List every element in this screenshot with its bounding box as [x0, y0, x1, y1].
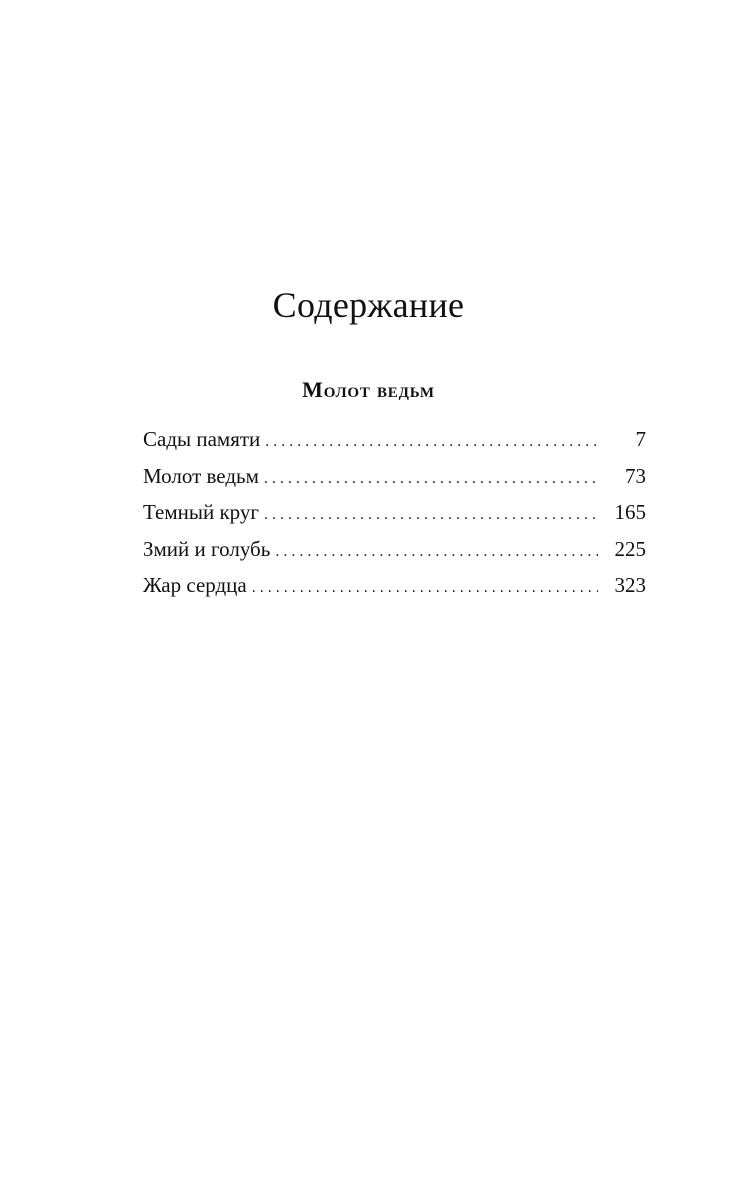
toc-entry: [143, 424, 646, 461]
toc-entry-title: Змий и голубь: [143, 536, 271, 561]
dot-leader: [252, 573, 598, 603]
dot-leader: [275, 537, 598, 567]
toc-entry-page-number: 323: [614, 573, 646, 597]
toc-entry: [143, 497, 646, 534]
toc-entry: [143, 461, 646, 498]
toc-entry-title: Темный круг: [143, 500, 260, 524]
toc-entry: [143, 534, 646, 571]
section-heading: Молот ведьм: [302, 377, 435, 402]
table-of-contents: [143, 424, 646, 607]
toc-entry-page-number: 225: [614, 536, 646, 561]
toc-entry-page-number: 165: [614, 500, 646, 524]
toc-entry-title: Молот ведьм: [143, 463, 259, 488]
toc-entry-title: Жар сердца: [143, 573, 247, 597]
dot-leader: [264, 500, 598, 530]
dot-leader: [265, 427, 598, 457]
page-title: Содержание: [272, 285, 465, 325]
toc-entry-page-number: 73: [625, 463, 646, 488]
toc-entry: [143, 570, 646, 607]
toc-entry-page-number: 7: [635, 427, 646, 451]
dot-leader: [264, 464, 598, 494]
toc-entry-title: Сады памяти: [143, 427, 261, 451]
